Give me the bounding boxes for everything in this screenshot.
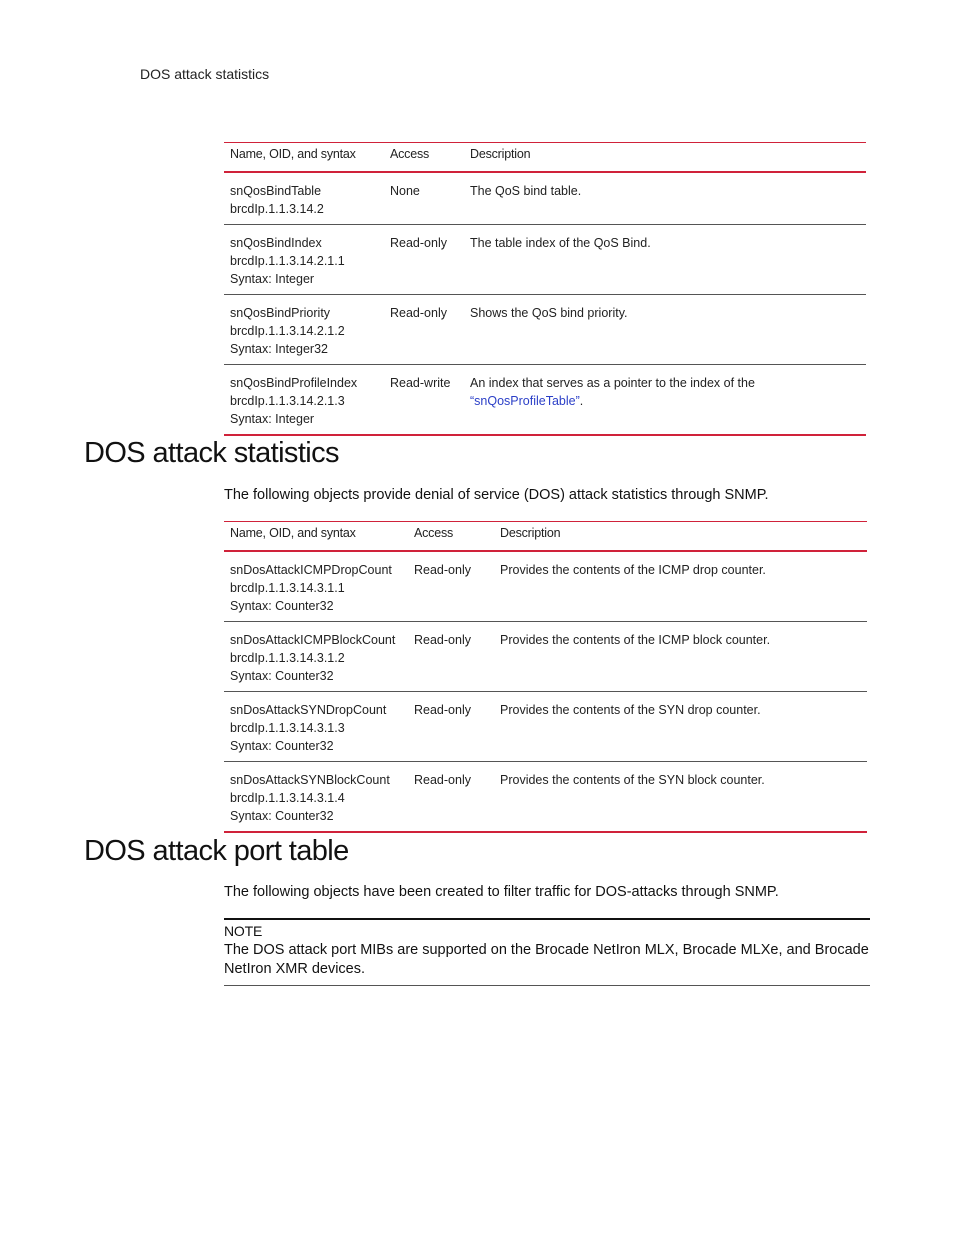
access-cell: Read-only [408, 762, 494, 833]
section-intro-dos-attack-port-table: The following objects have been created to filter traffic for DOS-attacks through SNMP. [224, 884, 779, 900]
object-oid: brcdIp.1.1.3.14.3.1.1 [230, 581, 345, 595]
object-name: snDosAttackICMPBlockCount [230, 633, 396, 647]
object-oid: brcdIp.1.1.3.14.2.1.2 [230, 324, 345, 338]
table-header-row [224, 522, 867, 552]
object-name: snDosAttackICMPDropCount [230, 563, 392, 577]
object-oid: brcdIp.1.1.3.14.3.1.3 [230, 721, 345, 735]
object-syntax: Syntax: Integer [230, 272, 315, 286]
qos-bind-table [224, 142, 866, 436]
object-name: snDosAttackSYNBlockCount [230, 773, 390, 787]
table-header-row [224, 143, 866, 173]
access-cell: Read-only [384, 225, 464, 295]
access-cell: Read-only [408, 692, 494, 762]
table-row [224, 225, 866, 295]
table-row [224, 762, 867, 833]
section-intro-dos-attack-statistics: The following objects provide denial of service (DOS) attack statistics through SNMP. [224, 487, 769, 503]
description-cell [464, 365, 866, 436]
access-cell: Read-only [408, 551, 494, 622]
object-oid: brcdIp.1.1.3.14.3.1.4 [230, 791, 345, 805]
name-oid-cell [224, 622, 408, 692]
snqosprofiletable-link[interactable]: “snQosProfileTable” [470, 394, 580, 408]
column-header-name: Name, OID, and syntax [224, 143, 384, 173]
column-header-access: Access [384, 143, 464, 173]
description-cell: The QoS bind table. [464, 172, 866, 225]
name-oid-cell [224, 225, 384, 295]
note-label: NOTE [224, 923, 263, 939]
description-cell: Shows the QoS bind priority. [464, 295, 866, 365]
table-row [224, 295, 866, 365]
table-row [224, 622, 867, 692]
name-oid-cell [224, 551, 408, 622]
column-header-name: Name, OID, and syntax [224, 522, 408, 552]
table-row [224, 692, 867, 762]
object-oid: brcdIp.1.1.3.14.2.1.1 [230, 254, 345, 268]
section-heading-dos-attack-port-table: DOS attack port table [84, 835, 349, 867]
object-syntax: Syntax: Counter32 [230, 739, 334, 753]
access-cell: Read-only [384, 295, 464, 365]
object-syntax: Syntax: Counter32 [230, 809, 334, 823]
column-header-access: Access [408, 522, 494, 552]
access-cell: Read-write [384, 365, 464, 436]
description-cell: The table index of the QoS Bind. [464, 225, 866, 295]
description-suffix: . [579, 394, 584, 408]
name-oid-cell [224, 365, 384, 436]
running-header: DOS attack statistics [140, 66, 270, 82]
object-name: snDosAttackSYNDropCount [230, 703, 387, 717]
note-box [224, 918, 870, 986]
description-text: An index that serves as a pointer to the index of the [470, 376, 755, 390]
object-syntax: Syntax: Counter32 [230, 669, 334, 683]
column-header-description: Description [464, 143, 866, 173]
access-cell: None [384, 172, 464, 225]
note-text: The DOS attack port MIBs are supported on the Brocade NetIron MLX, Brocade MLXe, and Brocade NetIron XMR devices. [224, 942, 869, 977]
object-name: snQosBindPriority [230, 306, 331, 320]
object-oid: brcdIp.1.1.3.14.2.1.3 [230, 394, 345, 408]
object-syntax: Syntax: Integer32 [230, 342, 328, 356]
object-oid: brcdIp.1.1.3.14.3.1.2 [230, 651, 345, 665]
object-name: snQosBindIndex [230, 236, 322, 250]
object-syntax: Syntax: Integer [230, 412, 315, 426]
section-heading-dos-attack-statistics: DOS attack statistics [84, 437, 339, 469]
table-row [224, 172, 866, 225]
table-row [224, 551, 867, 622]
object-name: snQosBindProfileIndex [230, 376, 358, 390]
column-header-description: Description [494, 522, 867, 552]
description-cell: Provides the contents of the SYN block counter. [494, 762, 867, 833]
description-cell: Provides the contents of the SYN drop counter. [494, 692, 867, 762]
name-oid-cell [224, 172, 384, 225]
name-oid-cell [224, 295, 384, 365]
description-cell: Provides the contents of the ICMP block counter. [494, 622, 867, 692]
object-oid: brcdIp.1.1.3.14.2 [230, 202, 324, 216]
name-oid-cell [224, 692, 408, 762]
table-row [224, 365, 866, 436]
object-name: snQosBindTable [230, 184, 322, 198]
dos-attack-statistics-table [224, 521, 867, 833]
access-cell: Read-only [408, 622, 494, 692]
object-syntax: Syntax: Counter32 [230, 599, 334, 613]
description-cell: Provides the contents of the ICMP drop counter. [494, 551, 867, 622]
name-oid-cell [224, 762, 408, 833]
